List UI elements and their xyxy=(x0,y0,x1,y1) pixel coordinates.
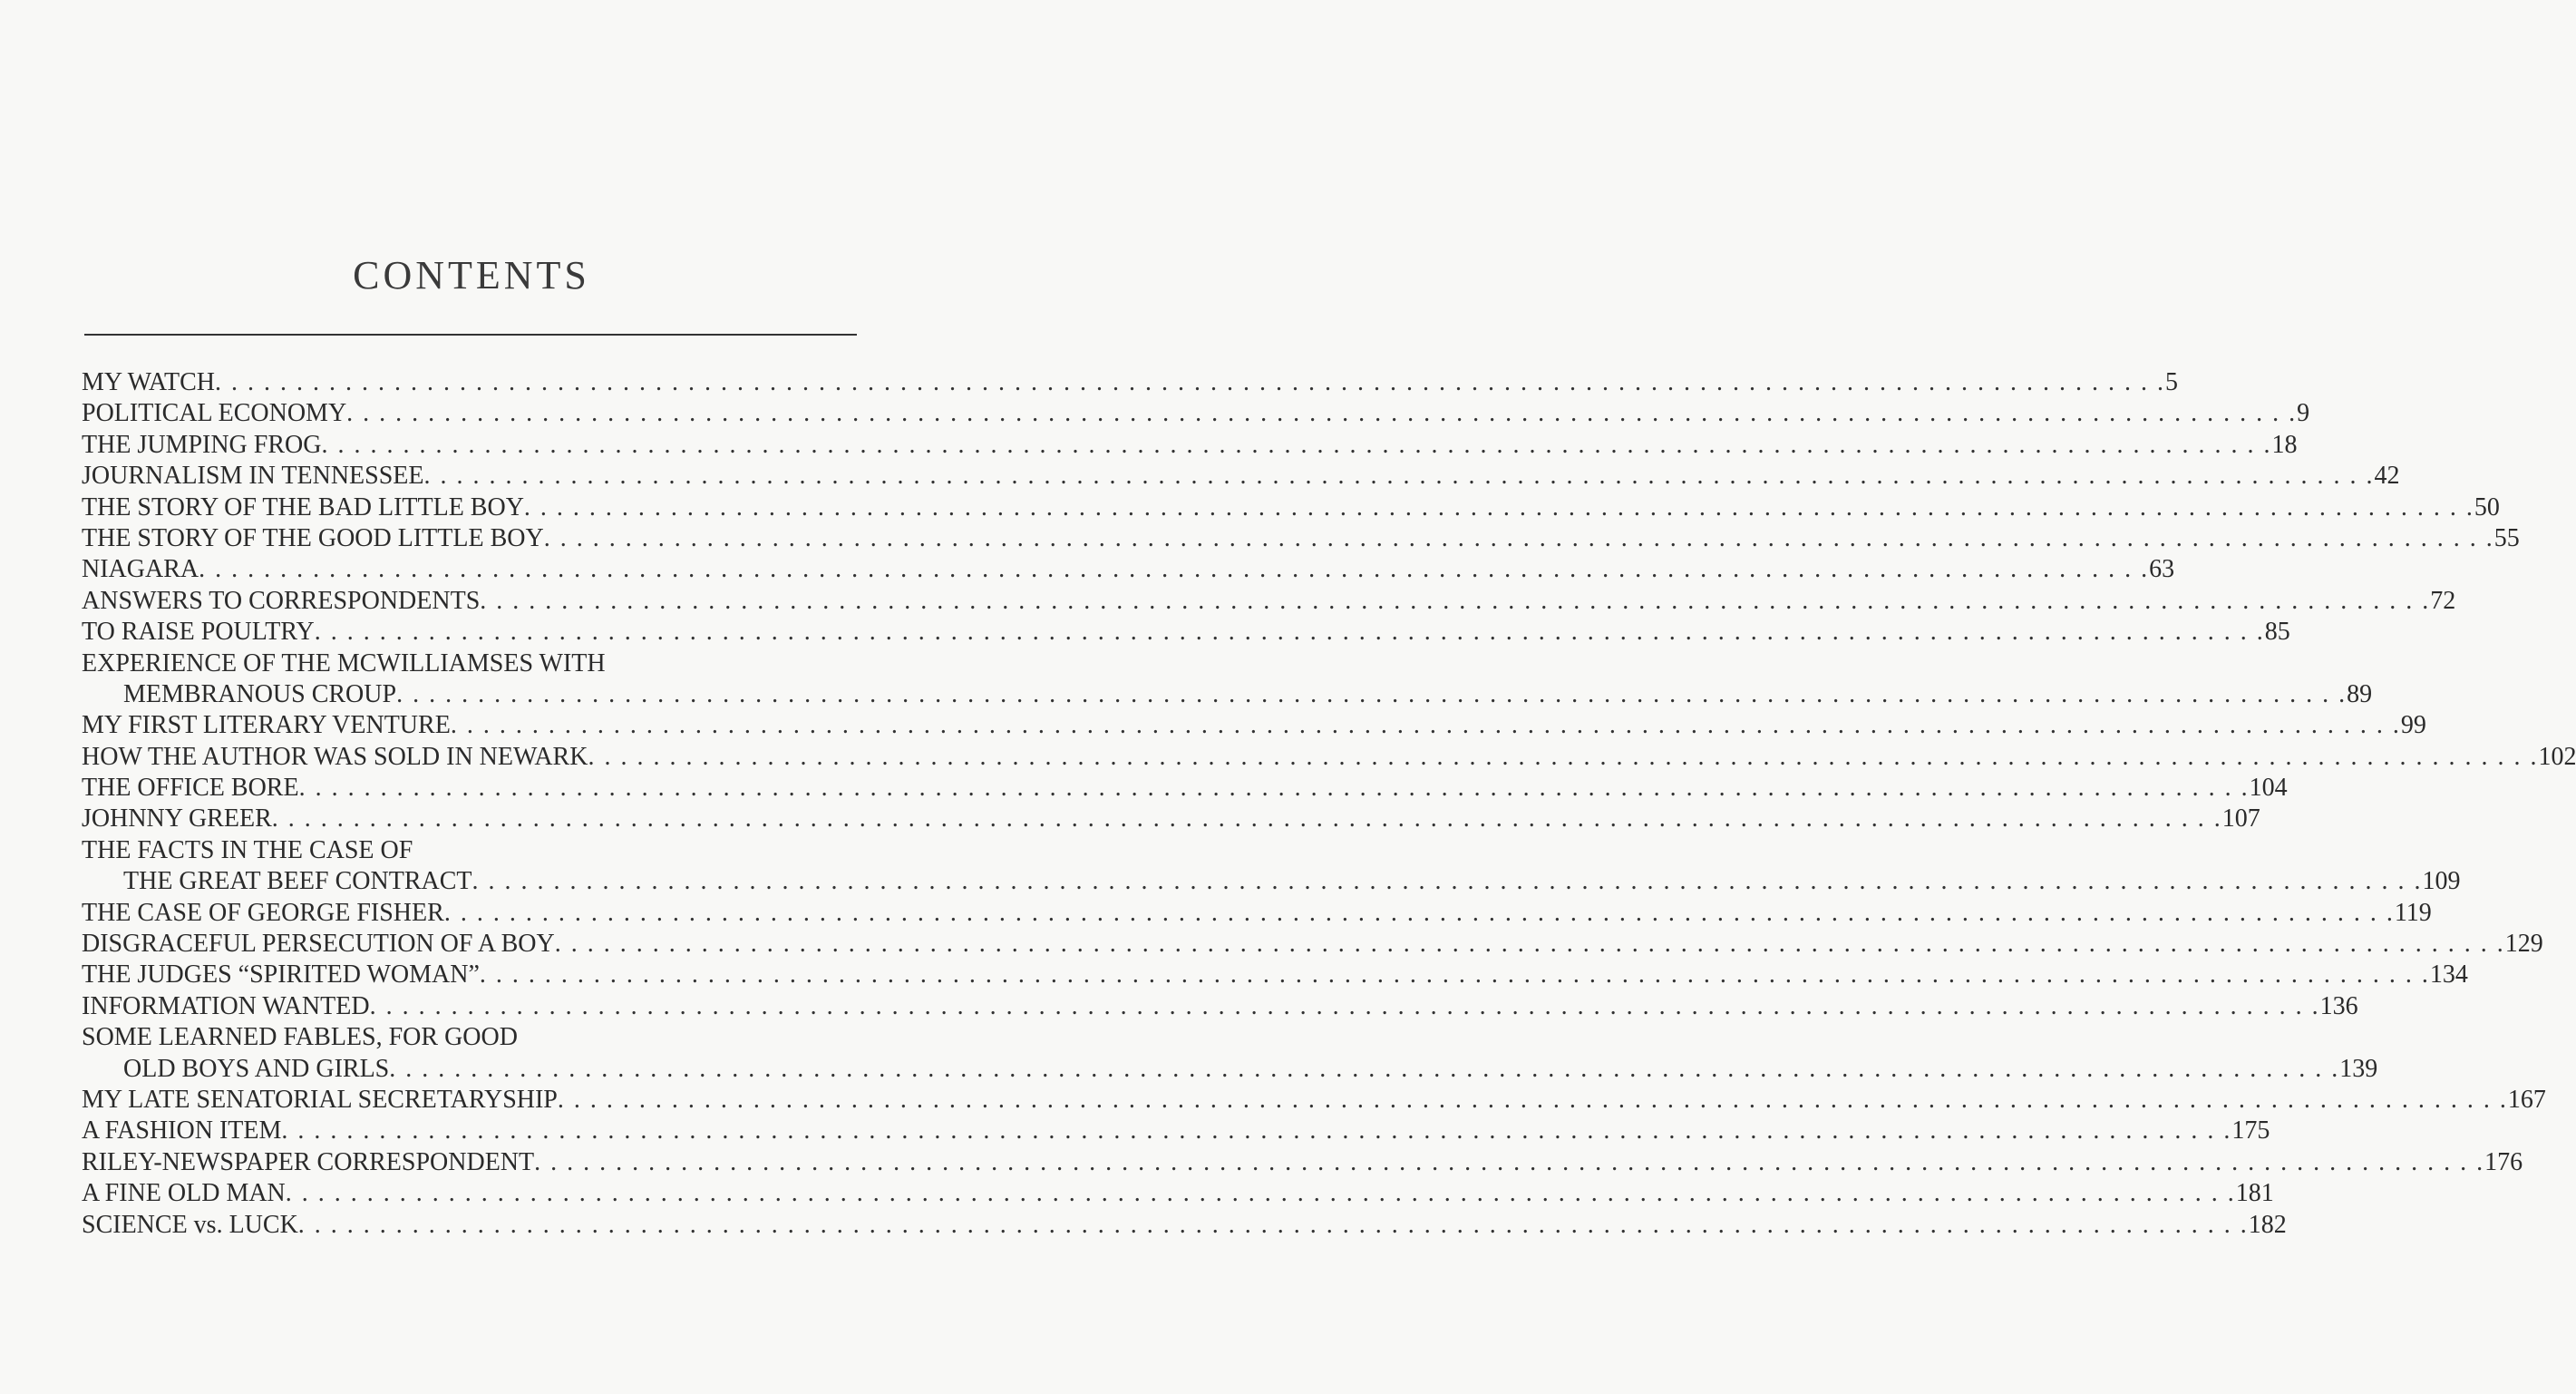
toc-entry-page: 139 xyxy=(2339,1054,2378,1083)
toc-entry-title: THE JUMPING FROG xyxy=(82,430,322,459)
dot-leader: . . . . . . . . . . . . . . . . . . . . . . . . . . . . . . . . . . . . . . . . . . . . . . . . . . . . . . . . . . . . . . . . . . . . . . . . . . . . . . . . . . . . . . . . . . . . . . . . . . . . . . . . . . . . . . . . . . . . . . . . xyxy=(285,1179,2236,1208)
toc-entry xyxy=(82,1022,843,1053)
title-rule xyxy=(84,334,857,336)
toc-entry-title: MEMBRANOUS CROUP xyxy=(123,679,397,708)
toc-entry-page: 89 xyxy=(2347,679,2373,708)
toc-entry-title: SCIENCE vs. LUCK xyxy=(82,1210,298,1239)
dot-leader: . . . . . . . . . . . . . . . . . . . . . . . . . . . . . . . . . . . . . . . . . . . . . . . . . . . . . . . . . . . . . . . . . . . . . . . . . . . . . . . . . . . . . . . . . . . . . . . . . . . . . . . . . . . . . . . . . . . . . . . . xyxy=(369,991,2320,1020)
toc-entry-page: 102 xyxy=(2538,742,2576,771)
toc-entry-title: A FINE OLD MAN xyxy=(82,1179,286,1208)
toc-entry-page: 129 xyxy=(2504,930,2543,959)
dot-leader: . . . . . . . . . . . . . . . . . . . . . . . . . . . . . . . . . . . . . . . . . . . . . . . . . . . . . . . . . . . . . . . . . . . . . . . . . . . . . . . . . . . . . . . . . . . . . . . . . . . . . . . . . . . . . . . . . . . . . . . . xyxy=(423,462,2375,491)
toc-entry-title: THE GREAT BEEF CONTRACT xyxy=(123,867,472,896)
toc-entry-page: 167 xyxy=(2507,1085,2546,1114)
toc-entry xyxy=(82,866,2461,897)
toc-entry xyxy=(82,367,2179,398)
toc-entry xyxy=(82,742,2576,773)
dot-leader: . . . . . . . . . . . . . . . . . . . . . . . . . . . . . . . . . . . . . . . . . . . . . . . . . . . . . . . . . . . . . . . . . . . . . . . . . . . . . . . . . . . . . . . . . . . . . . . . . . . . . . . . . . . . . . . . . . . . . . . . xyxy=(534,1147,2485,1176)
toc-entry-title: DISGRACEFUL PERSECUTION OF A BOY xyxy=(82,930,555,959)
toc-entry-page: 55 xyxy=(2493,523,2520,552)
toc-entry-page: 175 xyxy=(2231,1116,2270,1145)
toc-entry xyxy=(82,586,2456,617)
toc-entry-page: 85 xyxy=(2264,618,2290,647)
toc-entry xyxy=(82,710,2426,741)
dot-leader: . . . . . . . . . . . . . . . . . . . . . . . . . . . . . . . . . . . . . . . . . . . . . . . . . . . . . . . . . . . . . . . . . . . . . . . . . . . . . . . . . . . . . . . . . . . . . . . . . . . . . . . . . . . . . . . . . . . . . . . . xyxy=(314,618,2265,647)
toc-entry xyxy=(82,1210,2287,1241)
toc-entry-title: SOME LEARNED FABLES, FOR GOOD xyxy=(82,1023,518,1052)
dot-leader: . . . . . . . . . . . . . . . . . . . . . . . . . . . . . . . . . . . . . . . . . . . . . . . . . . . . . . . . . . . . . . . . . . . . . . . . . . . . . . . . . . . . . . . . . . . . . . . . . . . . . . . . . . . . . . . . . . . . . . . . xyxy=(346,399,2298,428)
toc-entry-page: 134 xyxy=(2429,960,2468,989)
dot-leader: . . . . . . . . . . . . . . . . . . . . . . . . . . . . . . . . . . . . . . . . . . . . . . . . . . . . . . . . . . . . . . . . . . . . . . . . . . . . . . . . . . . . . . . . . . . . . . . . . . . . . . . . . . . . . . . . . . . . . . . . xyxy=(588,742,2539,771)
toc-entry-title: NIAGARA xyxy=(82,555,199,584)
table-of-contents xyxy=(82,367,2576,1241)
toc-entry xyxy=(82,1085,2546,1116)
toc-entry-page: 42 xyxy=(2374,462,2400,491)
toc-entry-title: THE OFFICE BORE xyxy=(82,774,299,803)
dot-leader: . . . . . . . . . . . . . . . . . . . . . . . . . . . . . . . . . . . . . . . . . . . . . . . . . . . . . . . . . . . . . . . . . . . . . . . . . . . . . . . . . . . . . . . . . . . . . . . . . . . . . . . . . . . . . . . . . . . . . . . . xyxy=(271,804,2222,833)
toc-entry xyxy=(82,430,2298,461)
toc-entry-title: JOHNNY GREER xyxy=(82,804,272,833)
toc-entry-title: A FASHION ITEM xyxy=(82,1116,282,1145)
dot-leader: . . . . . . . . . . . . . . . . . . . . . . . . . . . . . . . . . . . . . . . . . . . . . . . . . . . . . . . . . . . . . . . . . . . . . . . . . . . . . . . . . . . . . . . . . . . . . . . . . . . . . . . . . . . . . . . . . . . . . . . . xyxy=(450,711,2401,740)
toc-entry-page: 63 xyxy=(2149,555,2175,584)
toc-entry-page: 109 xyxy=(2422,867,2461,896)
toc-entry xyxy=(82,835,843,866)
toc-entry-page: 176 xyxy=(2484,1147,2523,1176)
toc-entry xyxy=(82,991,2358,1022)
toc-entry-title: THE CASE OF GEORGE FISHER xyxy=(82,898,444,927)
toc-entry xyxy=(82,648,843,679)
dot-leader: . . . . . . . . . . . . . . . . . . . . . . . . . . . . . . . . . . . . . . . . . . . . . . . . . . . . . . . . . . . . . . . . . . . . . . . . . . . . . . . . . . . . . . . . . . . . . . . . . . . . . . . . . . . . . . . . . . . . . . . . xyxy=(523,492,2474,522)
toc-entry-title: MY WATCH xyxy=(82,368,216,396)
toc-entry-title: ANSWERS TO CORRESPONDENTS xyxy=(82,586,481,615)
toc-entry-title: THE STORY OF THE BAD LITTLE BOY xyxy=(82,492,524,522)
dot-leader: . . . . . . . . . . . . . . . . . . . . . . . . . . . . . . . . . . . . . . . . . . . . . . . . . . . . . . . . . . . . . . . . . . . . . . . . . . . . . . . . . . . . . . . . . . . . . . . . . . . . . . . . . . . . . . . . . . . . . . . . xyxy=(443,898,2395,927)
toc-entry xyxy=(82,398,2310,429)
dot-leader: . . . . . . . . . . . . . . . . . . . . . . . . . . . . . . . . . . . . . . . . . . . . . . . . . . . . . . . . . . . . . . . . . . . . . . . . . . . . . . . . . . . . . . . . . . . . . . . . . . . . . . . . . . . . . . . . . . . . . . . . xyxy=(471,867,2423,896)
toc-entry-title: OLD BOYS AND GIRLS xyxy=(123,1054,390,1083)
toc-entry-title: EXPERIENCE OF THE MCWILLIAMSES WITH xyxy=(82,648,606,678)
toc-entry-page: 181 xyxy=(2235,1179,2274,1208)
toc-entry-page: 5 xyxy=(2165,368,2179,396)
toc-entry-title: RILEY-NEWSPAPER CORRESPONDENT xyxy=(82,1147,535,1176)
toc-entry-page: 72 xyxy=(2430,586,2456,615)
toc-entry xyxy=(82,773,2288,804)
toc-entry-title: THE FACTS IN THE CASE OF xyxy=(82,835,413,864)
toc-entry-page: 119 xyxy=(2394,898,2432,927)
toc-entry-title: THE STORY OF THE GOOD LITTLE BOY xyxy=(82,523,544,552)
dot-leader: . . . . . . . . . . . . . . . . . . . . . . . . . . . . . . . . . . . . . . . . . . . . . . . . . . . . . . . . . . . . . . . . . . . . . . . . . . . . . . . . . . . . . . . . . . . . . . . . . . . . . . . . . . . . . . . . . . . . . . . . xyxy=(298,774,2250,803)
toc-entry xyxy=(82,1147,2523,1178)
toc-entry xyxy=(82,1178,2274,1209)
dot-leader: . . . . . . . . . . . . . . . . . . . . . . . . . . . . . . . . . . . . . . . . . . . . . . . . . . . . . . . . . . . . . . . . . . . . . . . . . . . . . . . . . . . . . . . . . . . . . . . . . . . . . . . . . . . . . . . . . . . . . . . . xyxy=(396,679,2348,708)
dot-leader: . . . . . . . . . . . . . . . . . . . . . . . . . . . . . . . . . . . . . . . . . . . . . . . . . . . . . . . . . . . . . . . . . . . . . . . . . . . . . . . . . . . . . . . . . . . . . . . . . . . . . . . . . . . . . . . . . . . . . . . . xyxy=(297,1210,2249,1239)
toc-entry-page: 104 xyxy=(2249,774,2288,803)
dot-leader: . . . . . . . . . . . . . . . . . . . . . . . . . . . . . . . . . . . . . . . . . . . . . . . . . . . . . . . . . . . . . . . . . . . . . . . . . . . . . . . . . . . . . . . . . . . . . . . . . . . . . . . . . . . . . . . . . . . . . . . . xyxy=(557,1085,2508,1114)
toc-entry-title: MY FIRST LITERARY VENTURE xyxy=(82,711,451,740)
toc-entry-title: INFORMATION WANTED xyxy=(82,991,370,1020)
toc-entry-page: 18 xyxy=(2271,430,2298,459)
toc-entry xyxy=(82,929,2543,960)
toc-entry xyxy=(82,1054,2378,1085)
toc-entry xyxy=(82,960,2468,990)
toc-entry xyxy=(82,492,2500,523)
toc-entry-title: POLITICAL ECONOMY xyxy=(82,399,347,428)
toc-entry-page: 136 xyxy=(2319,991,2358,1020)
toc-entry-title: HOW THE AUTHOR WAS SOLD IN NEWARK xyxy=(82,742,588,771)
toc-entry xyxy=(82,523,2520,554)
dot-leader: . . . . . . . . . . . . . . . . . . . . . . . . . . . . . . . . . . . . . . . . . . . . . . . . . . . . . . . . . . . . . . . . . . . . . . . . . . . . . . . . . . . . . . . . . . . . . . . . . . . . . . . . . . . . . . . . . . . . . . . . xyxy=(479,960,2430,989)
toc-entry xyxy=(82,898,2432,929)
dot-leader: . . . . . . . . . . . . . . . . . . . . . . . . . . . . . . . . . . . . . . . . . . . . . . . . . . . . . . . . . . . . . . . . . . . . . . . . . . . . . . . . . . . . . . . . . . . . . . . . . . . . . . . . . . . . . . . . . . . . . . . . xyxy=(389,1054,2340,1083)
toc-entry-title: MY LATE SENATORIAL SECRETARYSHIP xyxy=(82,1085,558,1114)
toc-entry xyxy=(82,617,2290,648)
toc-entry-page: 50 xyxy=(2474,492,2500,522)
toc-entry-title: JOURNALISM IN TENNESSEE xyxy=(82,462,424,491)
dot-leader: . . . . . . . . . . . . . . . . . . . . . . . . . . . . . . . . . . . . . . . . . . . . . . . . . . . . . . . . . . . . . . . . . . . . . . . . . . . . . . . . . . . . . . . . . . . . . . . . . . . . . . . . . . . . . . . . . . . . . . . . xyxy=(199,555,2150,584)
dot-leader: . . . . . . . . . . . . . . . . . . . . . . . . . . . . . . . . . . . . . . . . . . . . . . . . . . . . . . . . . . . . . . . . . . . . . . . . . . . . . . . . . . . . . . . . . . . . . . . . . . . . . . . . . . . . . . . . . . . . . . . . xyxy=(554,930,2505,959)
dot-leader: . . . . . . . . . . . . . . . . . . . . . . . . . . . . . . . . . . . . . . . . . . . . . . . . . . . . . . . . . . . . . . . . . . . . . . . . . . . . . . . . . . . . . . . . . . . . . . . . . . . . . . . . . . . . . . . . . . . . . . . . xyxy=(215,368,2166,396)
toc-entry-page: 107 xyxy=(2221,804,2260,833)
toc-entry-title: TO RAISE POULTRY xyxy=(82,618,315,647)
toc-entry xyxy=(82,804,2260,834)
page-title: CONTENTS xyxy=(353,253,590,297)
toc-entry xyxy=(82,554,2175,585)
toc-entry-title: THE JUDGES “SPIRITED WOMAN” xyxy=(82,960,480,989)
toc-entry-page: 182 xyxy=(2248,1210,2287,1239)
toc-entry xyxy=(82,461,2400,492)
toc-entry xyxy=(82,679,2373,710)
dot-leader: . . . . . . . . . . . . . . . . . . . . . . . . . . . . . . . . . . . . . . . . . . . . . . . . . . . . . . . . . . . . . . . . . . . . . . . . . . . . . . . . . . . . . . . . . . . . . . . . . . . . . . . . . . . . . . . . . . . . . . . . xyxy=(321,430,2272,459)
dot-leader: . . . . . . . . . . . . . . . . . . . . . . . . . . . . . . . . . . . . . . . . . . . . . . . . . . . . . . . . . . . . . . . . . . . . . . . . . . . . . . . . . . . . . . . . . . . . . . . . . . . . . . . . . . . . . . . . . . . . . . . . xyxy=(543,523,2494,552)
toc-entry-page: 99 xyxy=(2400,711,2426,740)
dot-leader: . . . . . . . . . . . . . . . . . . . . . . . . . . . . . . . . . . . . . . . . . . . . . . . . . . . . . . . . . . . . . . . . . . . . . . . . . . . . . . . . . . . . . . . . . . . . . . . . . . . . . . . . . . . . . . . . . . . . . . . . xyxy=(480,586,2431,615)
dot-leader: . . . . . . . . . . . . . . . . . . . . . . . . . . . . . . . . . . . . . . . . . . . . . . . . . . . . . . . . . . . . . . . . . . . . . . . . . . . . . . . . . . . . . . . . . . . . . . . . . . . . . . . . . . . . . . . . . . . . . . . . xyxy=(281,1116,2232,1145)
toc-entry-page: 9 xyxy=(2297,399,2310,428)
toc-entry xyxy=(82,1116,2270,1146)
